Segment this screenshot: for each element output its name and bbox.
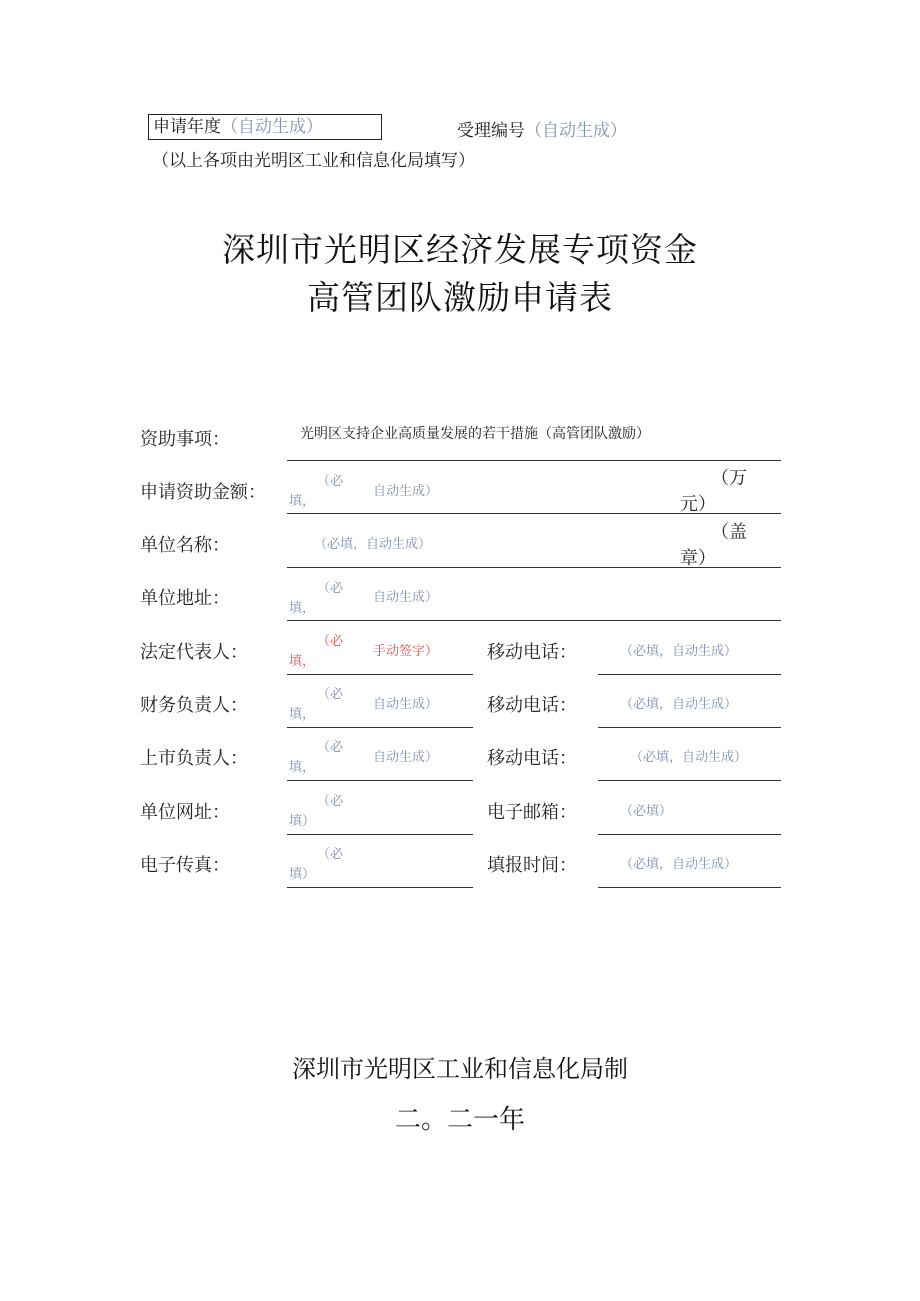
funding-item-value: 光明区支持企业高质量发展的若干措施（高管团队激励）: [300, 426, 650, 442]
listing-underline: [287, 780, 473, 781]
company-name-underline: [287, 567, 781, 568]
amount-unit-b: 元）: [680, 494, 716, 515]
listing-phone-label: 移动电话：: [487, 748, 577, 769]
issuer-text: 深圳市光明区工业和信息化局制: [292, 1055, 628, 1083]
fax-label: 电子传真：: [140, 855, 230, 876]
legal-phone-hint[interactable]: （必填，自动生成）: [620, 644, 738, 659]
listing-phone-hint[interactable]: （必填，自动生成）: [630, 750, 748, 765]
listing-hint-c[interactable]: 自动生成）: [373, 750, 439, 765]
address-hint-c[interactable]: 自动生成）: [373, 590, 439, 605]
company-seal-a: （盖: [711, 522, 747, 543]
finance-underline: [287, 727, 473, 728]
address-hint-a: （必: [317, 581, 344, 596]
amount-label: 申请资助金额：: [140, 482, 266, 503]
year-label: 申请年度: [153, 117, 221, 137]
fax-hint-a: （必: [317, 847, 344, 862]
date-underline: [598, 887, 781, 888]
website-hint-b[interactable]: 填）: [289, 814, 316, 829]
website-hint-a: （必: [317, 794, 344, 809]
listing-hint-a: （必: [317, 740, 344, 755]
amount-underline: [287, 513, 781, 514]
header-note: （以上各项由光明区工业和信息化局填写）: [152, 151, 475, 171]
year-hint: （自动生成）: [221, 117, 323, 137]
legal-rep-hint-c[interactable]: 手动签字）: [373, 644, 439, 659]
legal-rep-label: 法定代表人：: [140, 642, 248, 663]
funding-item-label: 资助事项：: [140, 429, 230, 450]
acceptance-number-field: [457, 116, 627, 141]
company-name-hint[interactable]: （必填，自动生成）: [314, 537, 432, 552]
finance-hint-b: 填，: [289, 707, 316, 722]
amount-unit-a: （万: [711, 468, 747, 489]
issue-year: 二。二一年: [394, 1105, 525, 1135]
divider-line: [287, 460, 781, 461]
amount-hint-c[interactable]: 自动生成）: [373, 484, 439, 499]
finance-phone-label: 移动电话：: [487, 695, 577, 716]
company-seal-b: 章）: [680, 548, 716, 569]
finance-label: 财务负责人：: [140, 695, 248, 716]
listing-hint-b: 填，: [289, 760, 316, 775]
application-year-field: [148, 114, 382, 140]
finance-phone-hint[interactable]: （必填，自动生成）: [620, 697, 738, 712]
email-label: 电子邮箱：: [487, 802, 577, 823]
legal-phone-label: 移动电话：: [487, 642, 577, 663]
email-hint[interactable]: （必填）: [620, 804, 673, 819]
email-underline: [598, 834, 781, 835]
date-hint[interactable]: （必填，自动生成）: [620, 857, 738, 872]
fax-hint-b[interactable]: 填）: [289, 867, 316, 882]
date-label: 填报时间：: [487, 855, 577, 876]
page-title-line2: 高管团队激励申请表: [307, 278, 613, 317]
legal-rep-hint-b: 填，: [289, 654, 316, 669]
address-hint-b: 填，: [289, 601, 316, 616]
page-title-line1: 深圳市光明区经济发展专项资金: [222, 230, 698, 269]
listing-label: 上市负责人：: [140, 748, 248, 769]
finance-hint-a: （必: [317, 687, 344, 702]
amount-hint-b: 填，: [289, 494, 316, 509]
company-name-label: 单位名称：: [140, 535, 230, 556]
acceptance-hint: （自动生成）: [525, 121, 627, 141]
fax-underline: [287, 887, 473, 888]
amount-hint-a: （必: [317, 474, 344, 489]
legal-rep-hint-a: （必: [317, 634, 344, 649]
website-label: 单位网址：: [140, 802, 230, 823]
finance-phone-underline: [598, 727, 781, 728]
legal-rep-underline: [287, 674, 473, 675]
website-underline: [287, 834, 473, 835]
acceptance-label: 受理编号: [457, 121, 525, 141]
finance-hint-c[interactable]: 自动生成）: [373, 697, 439, 712]
address-label: 单位地址：: [140, 588, 230, 609]
listing-phone-underline: [598, 780, 781, 781]
address-underline: [287, 620, 781, 621]
legal-phone-underline: [598, 674, 781, 675]
